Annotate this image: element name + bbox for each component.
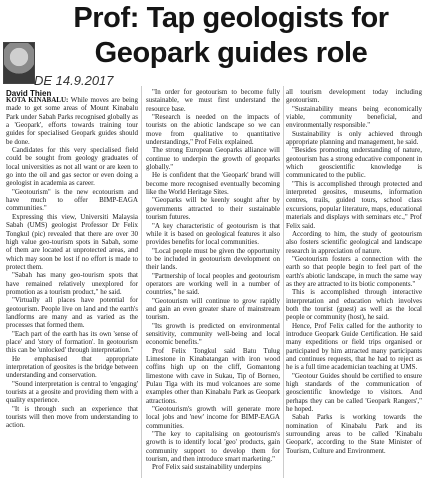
paragraph: According to him, the study of geotourism also fosters scientific geological and landscape research in appreciation of nature. [286,229,422,255]
paragraph: "Geotour Guides should be certified to ensure high standards of the communication of geoscientific knowledge to visitors. And perhaps they can be called 'Geopark Rangers'," he hoped. [286,371,422,414]
paragraph: "Partnership of local peoples and geotourism operators are working well in a number of countries," he said. [146,271,280,297]
column-divider [141,86,142,478]
paragraph: "Geotourism fosters a connection with the earth so that people begin to feel part of the earth's abiotic landscape, in much the same way as they are attracted to its biotic components." [286,254,422,288]
paragraph: Expressing this view, Universiti Malaysia Sabah (UMS) geologist Professor Dr Felix Tongkul (pic) revealed that there are over 30 high value geo-tourism spots in Sabah, some of them are located at unprotected areas, and which may soon be lost if no effort is made to protect them. [6,212,138,271]
paragraph: "Sabah has many geo-tourism spots that have remained relatively unexplored for promotion as a tourism product," he said. [6,271,138,296]
intro-paragraph [6,96,138,146]
column-1 [6,96,138,430]
byline: David Thien [6,89,52,98]
paragraph: He is confident that the 'Geopark' brand will become more recognised eventually becoming like the World Heritage Sites. [146,171,280,197]
paragraph: Prof Felix Tongkul said Batu Tulug Limestone in Kinabatangan with iron wood coffins high up on the cliff, Gomantong limestone with cave in Sukau, Tip of Borneo, Pulau Tiga with its mud volcanoes are some examples other than Kinabalu Park as Geopark attractions. [146,346,280,405]
paragraph: all tourism development today including geotourism. [286,88,422,105]
column-2 [146,88,280,472]
paragraph: He emphasised that appropriate interpretation of geosites is the bridge between understanding and conservation. [6,354,138,380]
paragraph: "The key to capitalising on geotourism's growth is to identify local 'geo' products, gain community support to develop them for tourism, and then introduce smart marketing." [146,430,280,464]
column-divider [283,86,284,478]
paragraph: "Local people must be given the opportunity to be included in geotourism development on their lands. [146,246,280,272]
paragraph: Sustainability is only achieved through appropriate planning and management, he said. [286,129,422,147]
paragraph: "Geotourism will continue to grow rapidly and gain an even greater share of mainstream tourism. [146,296,280,322]
paragraph: "A key characteristic of geotourism is that while it is based on geological features it also provides benefits for local communities. [146,221,280,247]
paragraph: This is accomplished through interactive interpretation and education which involves both the tourist (guest) as well as the local people or community (host), he said. [286,288,422,322]
paragraph: Hence, Prof Felix called for the authority to introduce Geopark Guide Certification. He said many expeditions or field trips organised or participated by him attracted many participants and continues requests, that he had to reject as he is a full time academician teaching at UMS. [286,321,422,372]
paragraph: Candidates for this very specialised field could be sought from geology graduates of local universities as not all want or are keen to go into the oil and gas sector or even doing a geologist in academia as career. [6,146,138,188]
paragraph: "Geotourism" is the new ecotourism and have much to offer BIMP-EAGA communities." [6,187,138,213]
paragraph: "Research is needed on the impacts of tourists on the abiotic landscape so we can move from qualitative to quantitative understandings," Prof Felix explained. [146,113,280,147]
column-3 [286,88,422,455]
headline: Prof: Tap geologists for Geopark guides role [73,2,389,69]
author-photo [3,42,35,84]
dateline: KOTA KINABALU: [6,96,69,104]
paragraph: "Geotourism's growth will generate more local jobs and 'new' income for BIMP-EAGA communities. [146,405,280,430]
intro-text: While moves are being made to get some areas of Mount Kinabalu Park under Sabah Parks recognised globally as a 'Geopark', efforts towards training tour guides for specialised Geopark guides should be done. [6,96,138,146]
paragraph: "Virtually all places have potential for geotourism. People live on land and the earth's landforms are many and as varied as the processes that formed them. [6,296,138,330]
paragraph: "Sustainability means being economically viable, community beneficial, and environmentally responsible." [286,104,422,130]
paragraph: "Sound interpretation is central to 'engaging' tourists at a geosite and providing them with a quality experience. [6,379,138,405]
clipping-date: DE 14.9.2017 [34,73,114,88]
paragraph: "It is through such an experience that tourists will then move from understanding to action. [6,404,138,430]
paragraph: "Besides promoting understanding of nature, geotourism has a strong educative component in which geoscientific knowledge is communicated to the public. [286,146,422,180]
paragraph: "Each part of the earth has its own 'sense of place' and 'story of formation'. In geotourism this can be 'unlocked' through interpretation." [6,329,138,355]
paragraph: "In order for geotourism to become fully sustainable, we must first understand the resource base. [146,88,280,113]
paragraph: Sabah Parks is working towards the nomination of Kinabalu Park and its surrounding areas to be called 'Kinabalu Geopark', according to the State Minister of Tourism, Culture and Environment. [286,413,422,455]
paragraph: "Its growth is predicted on environmental sensitivity, community well-being and local economic benefits." [146,321,280,347]
paragraph: "This is accomplished through protected and interpreted geosites, museums, information centres, trails, guided tours, school class excursions, popular literature, maps, educational materials and displays with seminars etc.," Prof Felix said. [286,179,422,230]
paragraph: "Geoparks will be keenly sought after by governments attracted to their sustainable tourism futures. [146,196,280,222]
paragraph: Prof Felix said sustainability underpins [152,463,262,472]
paragraph: The strong European Geoparks alliance will continue to underpin the growth of geoparks globally." [146,146,280,172]
